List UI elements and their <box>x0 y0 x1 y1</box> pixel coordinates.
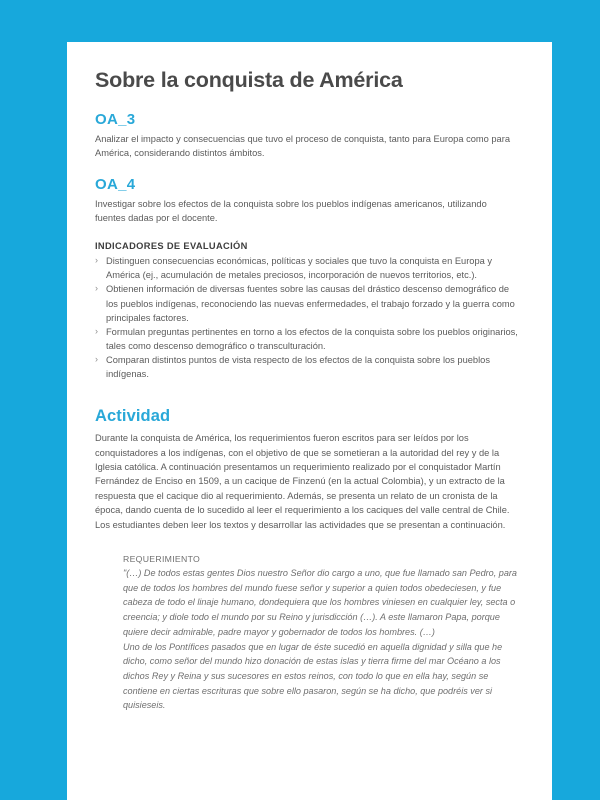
list-item-label: Distinguen consecuencias económicas, políticas y sociales que tuvo la conquista en Europa y América (ej., acumulación de metales preciosos, incorporación de nuevos territorios, etc.). <box>106 256 493 281</box>
requirement-label: REQUERIMIENTO <box>123 553 201 564</box>
objective-code-oa4: OA_4 <box>95 175 136 193</box>
objective-oa4 <box>95 176 522 225</box>
requirement-paragraph-2: Uno de los Pontífices pasados que en lugar de éste sucedió en aquella dignidad y silla que he dicho, como señor del mundo hizo donación de estas islas y tierra firme del mar Océano a los dichos Rey y Reina y sus sucesores en estos reinos, con todo lo que en ella hay, según se contiene en ciertas escrituras que sobre ello pasaron, según se ha dicho, que podréis ver si quisieseis. <box>123 641 503 711</box>
page-title: Sobre la conquista de América <box>95 68 403 92</box>
document-card <box>67 42 552 800</box>
list-item <box>95 353 522 381</box>
list-item-label: Comparan distintos puntos de vista respecto de los efectos de la conquista sobre los pueblos indígenas. <box>106 355 490 380</box>
list-item-label: Formulan preguntas pertinentes en torno a los efectos de la conquista sobre los pueblos originarios, tales como descenso demográfico o transculturación. <box>106 326 518 351</box>
activity-paragraph-1: Durante la conquista de América, los requerimientos fueron escritos para ser leídos por los conquistadores a los indígenas, con el objetivo de que se sometieran a la autoridad del rey y de la Iglesia católica. A continuación presentamos un requerimiento realizado por el conquistador Martín Fernández de Enciso en 1509, a un cacique de Finzenú (en la actual Colombia), y un extracto de la respuesta que el cacique dio al requerimiento. Además, se presenta un relato de un cronista de la época, dando cuenta de lo sucedido al leer el requerimiento a los caciques del valle central de Chile. <box>95 433 510 516</box>
list-item-label: Obtienen información de diversas fuentes sobre las causas del drástico descenso demográfico de los pueblos indígenas, reconociendo las nuevas enfermedades, el trabajo forzado y la guerra como principales factores. <box>106 284 515 323</box>
list-item <box>95 282 522 324</box>
indicators-heading: INDICADORES DE EVALUACIÓN <box>95 241 248 252</box>
objective-code-oa3: OA_3 <box>95 110 136 128</box>
activity-paragraph-2: Los estudiantes deben leer los textos y desarrollar las actividades que se presentan a continuación. <box>95 519 506 530</box>
chevron-right-icon: › <box>95 325 98 336</box>
requirement-quote-block <box>123 554 522 713</box>
objective-text-oa4: Investigar sobre los efectos de la conquista sobre los pueblos indígenas americanos, utilizando fuentes dadas por el docente. <box>95 198 487 224</box>
indicators-list <box>95 254 522 381</box>
chevron-right-icon: › <box>95 283 98 294</box>
chevron-right-icon: › <box>95 255 98 266</box>
objective-oa3 <box>95 111 522 160</box>
activity-body <box>95 431 522 532</box>
activity-heading: Actividad <box>95 407 171 426</box>
list-item <box>95 254 522 282</box>
chevron-right-icon: › <box>95 354 98 365</box>
objective-text-oa3: Analizar el impacto y consecuencias que tuvo el proceso de conquista, tanto para Europa como para América, considerando distintos ámbitos. <box>95 133 510 158</box>
list-item <box>95 325 522 353</box>
requirement-paragraph-1: "(…) De todos estas gentes Dios nuestro Señor dio cargo a uno, que fue llamado san Pedro, para que de todos los hombres del mundo fuese señor y superior a quien todos obedeciesen, y fue cabeza de todo el linaje humano, dondequiera que los hombres viniesen en cualquier ley, secta o creencia; y diole todo el mundo por su Reino y jurisdicción (…). A este llamaron Papa, porque quiere decir admirable, padre mayor y gobernador de todos los hombres. (…) <box>123 567 517 637</box>
